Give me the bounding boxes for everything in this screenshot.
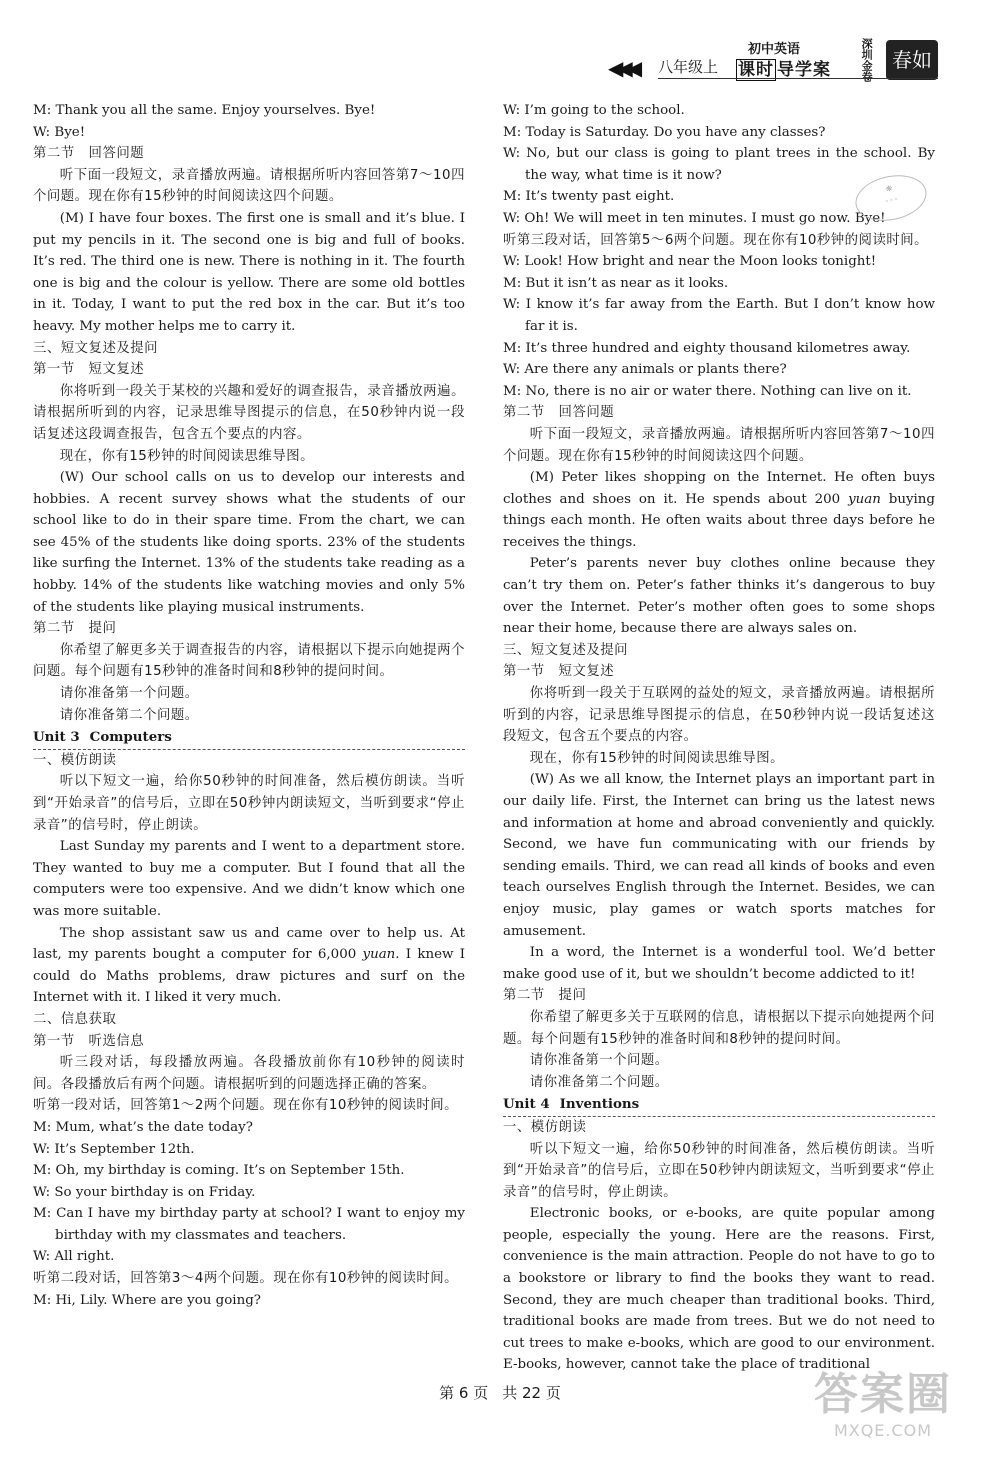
paragraph: 你将听到一段关于某校的兴趣和爱好的调查报告，录音播放两遍。请根据所听到的内容，记录思维导图提示的信息，在50秒钟内说一段话复述这段调查报告，包含五个要点的内容。 [33,383,465,442]
section-heading: 第一节 短文复述 [503,664,615,680]
page-total: 共 22 页 [502,1384,561,1402]
paragraph: 你将听到一段关于互联网的益处的短文，录音播放两遍。请根据所听到的内容，记录思维导图提示的信息，在50秒钟内说一段话复述这段短文，包含五个要点的内容。 [503,686,935,745]
paragraph: (W) As we all know, the Internet plays an important part in our daily life. First, the Internet can bring us the latest news and information at home and abroad conveniently and quickly. Second, we have fun communicating with our friends by sending emails. Third, we can read all kinds of books and even teach ourselves English through the Internet. Besides, we can enjoy music, play games or watch sports matches for amusement. [503,772,935,939]
dialogue-line: W: Oh! We will meet in ten minutes. I must go now. Bye! [503,210,886,226]
paragraph: 听第二段对话，回答第3～4两个问题。现在你有10秒钟的阅读时间。 [33,1271,459,1287]
header-rule [658,78,938,79]
paragraph: 请你准备第二个问题。 [529,1074,669,1090]
dialogue-line: M: It’s three hundred and eighty thousand kilometres away. [503,340,911,356]
paragraph: 听下面一段短文，录音播放两遍。请根据所听内容回答第7～10四个问题。现在你有15秒钟的时间阅读这四个问题。 [33,167,465,205]
brand-logo: 春如 [886,40,938,80]
subject-label: 初中英语 [748,42,801,57]
section-heading: 第二节 提问 [503,988,587,1004]
watermark-url: MXQE.COM [833,1421,933,1440]
dialogue-line: W: It’s September 12th. [33,1141,195,1157]
paragraph: Peter’s parents never buy clothes online because they can’t try them on. Peter’s father thinks it’s dangerous to buy over the Internet. Peter’s mother often goes to some shops near their home, because there are always sales on. [503,556,935,637]
dialogue-line: M: Today is Saturday. Do you have any classes? [503,124,826,140]
dialogue-line: M: Oh, my birthday is coming. It’s on September 15th. [33,1163,405,1179]
section-heading: 三、短文复述及提问 [503,642,629,658]
paragraph: (M) I have four boxes. The first one is small and it’s blue. I put my pencils in it. The second one is big and full of books. It’s red. The third one is new. There is nothing in it. The fourth one is big and the colour is yellow. There are some old bottles in it. Today, I want to put the red box in the car. But it’s too heavy. My mother helps me to carry it. [33,210,465,334]
paragraph: 现在，你有15秒钟的时间阅读思维导图。 [529,750,784,766]
paragraph: 听第一段对话，回答第1～2两个问题。现在你有10秒钟的阅读时间。 [33,1098,459,1114]
unit-title: Computers [89,729,172,746]
seal-stamp: ❋ ◦◦◦ [851,169,931,227]
series-part-a: 课时 [738,60,774,80]
grade-label: 八年级上 [658,58,719,76]
page-header [608,38,938,82]
series-brand: 深圳金卷 [860,38,874,82]
paragraph: In a word, the Internet is a wonderful tool. We’d better make good use of it, but we shouldn’t become addicted to it! [503,945,935,982]
paragraph: 你希望了解更多关于互联网的信息，请根据以下提示向她提两个问题。每个问题有15秒钟的准备时间和8秒钟的提问时间。 [503,1009,935,1047]
paragraph: (M) Peter likes shopping on the Internet. He often buys clothes and shoes on it. He spends about 200 yuan buying things each month. He often waits about three days before he receives the things. [503,470,935,550]
section-heading: 第二节 提问 [33,621,117,637]
section-heading: 三、短文复述及提问 [33,340,159,356]
paragraph: 听第三段对话，回答第5～6两个问题。现在你有10秒钟的阅读时间。 [503,232,929,248]
paragraph: 你希望了解更多关于调查报告的内容，请根据以下提示向她提两个问题。每个问题有15秒钟的准备时间和8秒钟的提问时间。 [33,642,465,680]
dialogue-line: M: It’s twenty past eight. [503,189,675,205]
dialogue-line: M: No, there is no air or water there. Nothing can live on it. [503,383,912,399]
watermark-logo [808,1369,958,1449]
paragraph: 现在，你有15秒钟的时间阅读思维导图。 [59,448,314,464]
dialogue-line: M: But it isn’t as near as it looks. [503,275,729,291]
page-number: 第 6 页 [439,1384,489,1402]
paragraph: 请你准备第一个问题。 [529,1053,669,1069]
paragraph: The shop assistant saw us and came over to help us. At last, my parents bought a computer for 6,000 yuan. I knew I could do Maths problems, draw pictures and surf on the Internet with it. I liked it very much. [33,925,465,1006]
watermark-text: 答案圈 [814,1369,952,1420]
section-heading: 一、模仿朗读 [503,1119,587,1135]
unit-number: Unit 3 [33,729,80,746]
paragraph: 听以下短文一遍，给你50秒钟的时间准备，然后模仿朗读。当听到“开始录音”的信号后，立即在50秒钟内朗读短文，当听到要求“停止录音”的信号时，停止朗读。 [503,1141,935,1200]
dialogue-line: W: No, but our class is going to plant trees in the school. By the way, what time is it now? [503,146,935,183]
unit-number: Unit 4 [503,1096,550,1113]
section-heading: 第二节 回答问题 [33,146,145,162]
paragraph: 听以下短文一遍，给你50秒钟的时间准备，然后模仿朗读。当听到“开始录音”的信号后，立即在50秒钟内朗读短文，当听到要求“停止录音”的信号时，停止朗读。 [33,774,465,833]
dialogue-line: M: Mum, what’s the date today? [33,1119,253,1135]
dialogue-line: M: Can I have my birthday party at school? I want to enjoy my birthday with my classmates and teachers. [33,1206,465,1243]
dialogue-line: M: Thank you all the same. Enjoy yourselves. Bye! [33,103,376,118]
dialogue-line: W: All right. [33,1249,115,1265]
section-heading: 一、模仿朗读 [33,752,117,768]
paragraph: Electronic books, or e-books, are quite popular among people, especially the young. Here are the reasons. First, convenience is the main attraction. People do not have to go to a bookstore or library to find the books they want to read. Second, they are much cheaper than traditional books. Third, traditional books are made from trees. But we do not need to cut trees to make e-books, which are good to our environment. E-books, however, cannot take the place of traditional [503,1206,935,1373]
unit-heading [503,1094,935,1117]
paragraph: 请你准备第一个问题。 [59,686,199,702]
paragraph: (W) Our school calls on us to develop our interests and hobbies. A recent survey shows what the students of our school like to do in their spare time. From the chart, we can see 45% of the students like doing sports. 23% of the students like surfing the Internet. 13% of the students take reading as a hobby. 14% of the students like watching movies and only 5% of the students like playing musical instruments. [33,470,465,615]
right-column [503,100,935,1376]
arrows-icon: ◀◀◀ [608,56,637,80]
section-heading: 第一节 短文复述 [33,362,145,378]
unit-heading [33,727,465,750]
dialogue-line: W: I know it’s far away from the Earth. But I don’t know how far it is. [503,297,935,334]
dialogue-line: W: So your birthday is on Friday. [33,1184,256,1200]
unit-title: Inventions [559,1096,640,1113]
series-part-b: 导学案 [777,60,831,80]
series-title [736,55,832,80]
paragraph: Last Sunday my parents and I went to a department store. They wanted to buy me a computer. But I found that all the computers were too expensive. And we didn’t know which one was more suitable. [33,839,465,919]
left-column [33,100,465,1311]
paragraph: 听下面一段短文，录音播放两遍。请根据所听内容回答第7～10四个问题。现在你有15秒钟的时间阅读这四个问题。 [503,426,935,464]
dialogue-line: W: Are there any animals or plants there? [503,362,787,378]
section-heading: 二、信息获取 [33,1011,117,1027]
paragraph: 听三段对话，每段播放两遍。各段播放前你有10秒钟的阅读时间。各段播放后有两个问题。请根据听到的问题选择正确的答案。 [33,1055,465,1092]
dialogue-line: W: I’m going to the school. [503,103,685,118]
dialogue-line: W: Bye! [33,124,86,140]
dialogue-line: M: Hi, Lily. Where are you going? [33,1292,261,1308]
dialogue-line: W: Look! How bright and near the Moon looks tonight! [503,254,877,270]
paragraph: 请你准备第二个问题。 [59,707,199,723]
section-heading: 第一节 听选信息 [33,1033,145,1049]
section-heading: 第二节 回答问题 [503,405,615,421]
